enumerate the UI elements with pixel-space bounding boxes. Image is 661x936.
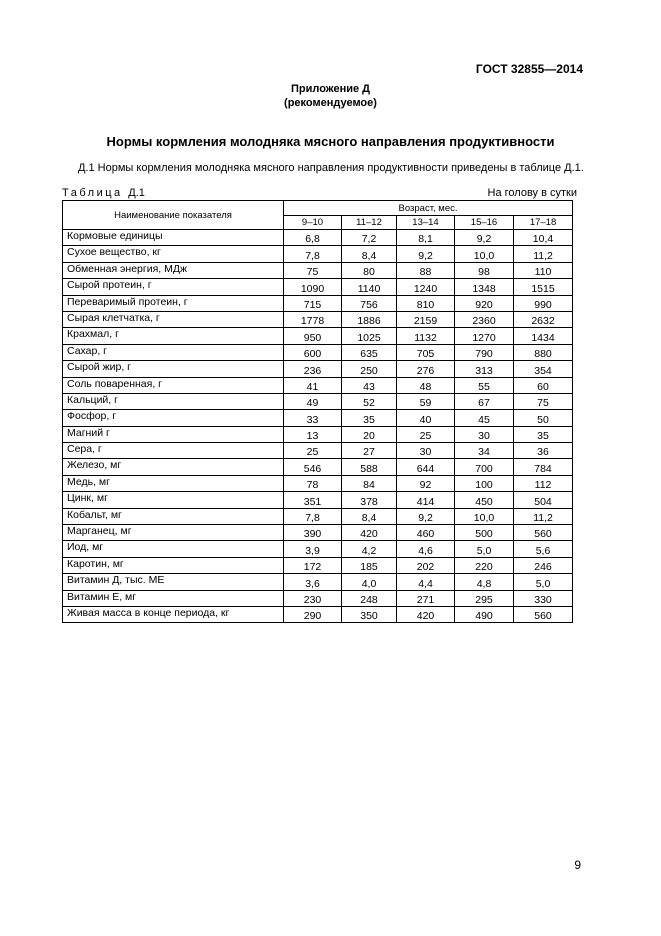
indicator-value: 20	[342, 426, 397, 442]
table-row	[63, 279, 573, 295]
indicator-value: 45	[455, 410, 514, 426]
indicator-value: 5,0	[514, 574, 573, 590]
table-row	[63, 459, 573, 475]
indicator-value: 295	[455, 590, 514, 606]
indicator-value: 43	[342, 377, 397, 393]
indicator-value: 5,0	[455, 541, 514, 557]
indicator-value: 55	[455, 377, 514, 393]
indicator-value: 705	[397, 344, 455, 360]
indicator-value: 10,0	[455, 508, 514, 524]
intro-paragraph: Д.1 Нормы кормления молодняка мясного направления продуктивности приведены в таблице Д.1.	[78, 162, 584, 174]
table-row	[63, 361, 573, 377]
table-row	[63, 344, 573, 360]
indicator-value: 7,2	[342, 230, 397, 246]
table-row	[63, 377, 573, 393]
indicator-value: 378	[342, 492, 397, 508]
indicator-value: 230	[284, 590, 342, 606]
indicator-name: Живая масса в конце периода, кг	[63, 606, 284, 622]
indicator-value: 49	[284, 393, 342, 409]
indicator-value: 920	[455, 295, 514, 311]
indicator-value: 41	[284, 377, 342, 393]
indicator-value: 88	[397, 262, 455, 278]
indicator-value: 1348	[455, 279, 514, 295]
indicator-value: 1270	[455, 328, 514, 344]
indicator-value: 40	[397, 410, 455, 426]
table-caption	[62, 187, 145, 199]
indicator-value: 35	[514, 426, 573, 442]
annex-title: Приложение Д	[291, 83, 370, 95]
indicator-value: 490	[455, 606, 514, 622]
indicator-name: Магний г	[63, 426, 284, 442]
indicator-value: 27	[342, 443, 397, 459]
indicator-name: Каротин, мг	[63, 557, 284, 573]
indicator-value: 220	[455, 557, 514, 573]
indicator-value: 100	[455, 475, 514, 491]
indicator-value: 9,2	[455, 230, 514, 246]
indicator-value: 60	[514, 377, 573, 393]
indicator-name: Кальций, г	[63, 393, 284, 409]
indicator-value: 5,6	[514, 541, 573, 557]
indicator-name: Витамин Е, мг	[63, 590, 284, 606]
indicator-value: 59	[397, 393, 455, 409]
indicator-value: 635	[342, 344, 397, 360]
indicator-value: 4,4	[397, 574, 455, 590]
indicator-value: 420	[397, 606, 455, 622]
table-row	[63, 590, 573, 606]
feeding-norms-table	[62, 200, 573, 623]
indicator-value: 110	[514, 262, 573, 278]
table-row	[63, 541, 573, 557]
indicator-name: Витамин Д, тыс. МЕ	[63, 574, 284, 590]
indicator-value: 756	[342, 295, 397, 311]
indicator-value: 290	[284, 606, 342, 622]
indicator-value: 202	[397, 557, 455, 573]
indicator-name: Соль поваренная, г	[63, 377, 284, 393]
indicator-value: 1090	[284, 279, 342, 295]
table-row	[63, 557, 573, 573]
indicator-value: 80	[342, 262, 397, 278]
table-row	[63, 393, 573, 409]
indicator-value: 78	[284, 475, 342, 491]
indicator-name: Сырой протеин, г	[63, 279, 284, 295]
indicator-value: 546	[284, 459, 342, 475]
table-caption-word: Таблица	[62, 187, 123, 199]
table-row	[63, 311, 573, 327]
table-row	[63, 262, 573, 278]
table-row	[63, 295, 573, 311]
table-row	[63, 426, 573, 442]
indicator-value: 2632	[514, 311, 573, 327]
indicator-value: 500	[455, 525, 514, 541]
indicator-value: 330	[514, 590, 573, 606]
age-group-header: 11–12	[342, 216, 397, 230]
indicator-value: 75	[284, 262, 342, 278]
indicator-value: 8,4	[342, 508, 397, 524]
indicator-value: 504	[514, 492, 573, 508]
indicator-value: 185	[342, 557, 397, 573]
indicator-value: 354	[514, 361, 573, 377]
indicator-value: 950	[284, 328, 342, 344]
indicator-value: 250	[342, 361, 397, 377]
age-group-header: 17–18	[514, 216, 573, 230]
indicator-value: 644	[397, 459, 455, 475]
indicator-value: 13	[284, 426, 342, 442]
indicator-value: 246	[514, 557, 573, 573]
table-row	[63, 246, 573, 262]
indicator-value: 10,4	[514, 230, 573, 246]
indicator-value: 3,6	[284, 574, 342, 590]
indicator-value: 84	[342, 475, 397, 491]
indicator-value: 810	[397, 295, 455, 311]
indicator-value: 560	[514, 606, 573, 622]
indicator-name: Кормовые единицы	[63, 230, 284, 246]
indicator-value: 11,2	[514, 246, 573, 262]
indicator-value: 351	[284, 492, 342, 508]
indicator-name: Сырой жир, г	[63, 361, 284, 377]
indicator-value: 30	[455, 426, 514, 442]
indicator-value: 7,8	[284, 508, 342, 524]
indicator-value: 313	[455, 361, 514, 377]
indicator-value: 2159	[397, 311, 455, 327]
table-row	[63, 508, 573, 524]
indicator-value: 67	[455, 393, 514, 409]
table-row	[63, 492, 573, 508]
indicator-value: 414	[397, 492, 455, 508]
annex-type: (рекомендуемое)	[284, 97, 377, 109]
table-row	[63, 606, 573, 622]
indicator-value: 1434	[514, 328, 573, 344]
indicator-value: 450	[455, 492, 514, 508]
indicator-value: 1240	[397, 279, 455, 295]
indicator-name: Цинк, мг	[63, 492, 284, 508]
table-row	[63, 475, 573, 491]
indicator-value: 248	[342, 590, 397, 606]
indicator-value: 460	[397, 525, 455, 541]
indicator-value: 700	[455, 459, 514, 475]
table-caption-number: Д.1	[128, 187, 145, 199]
indicator-value: 172	[284, 557, 342, 573]
table-row	[63, 443, 573, 459]
indicator-value: 8,1	[397, 230, 455, 246]
indicator-value: 784	[514, 459, 573, 475]
indicator-value: 350	[342, 606, 397, 622]
indicator-value: 48	[397, 377, 455, 393]
indicator-value: 880	[514, 344, 573, 360]
indicator-value: 11,2	[514, 508, 573, 524]
indicator-value: 1515	[514, 279, 573, 295]
indicator-name: Переваримый протеин, г	[63, 295, 284, 311]
indicator-value: 34	[455, 443, 514, 459]
table-unit-note: На голову в сутки	[487, 187, 577, 199]
indicator-value: 36	[514, 443, 573, 459]
indicator-value: 25	[284, 443, 342, 459]
indicator-value: 271	[397, 590, 455, 606]
indicator-value: 112	[514, 475, 573, 491]
indicator-value: 600	[284, 344, 342, 360]
age-group-header: 9–10	[284, 216, 342, 230]
indicator-value: 10,0	[455, 246, 514, 262]
indicator-value: 33	[284, 410, 342, 426]
indicator-value: 1025	[342, 328, 397, 344]
age-group-header: 13–14	[397, 216, 455, 230]
indicator-name: Железо, мг	[63, 459, 284, 475]
indicator-value: 1778	[284, 311, 342, 327]
indicator-name: Крахмал, г	[63, 328, 284, 344]
indicator-value: 1132	[397, 328, 455, 344]
age-group-header: 15–16	[455, 216, 514, 230]
indicator-value: 236	[284, 361, 342, 377]
indicator-value: 7,8	[284, 246, 342, 262]
table-row	[63, 574, 573, 590]
indicator-value: 92	[397, 475, 455, 491]
indicator-value: 50	[514, 410, 573, 426]
indicator-value: 990	[514, 295, 573, 311]
section-title: Нормы кормления молодняка мясного направления продуктивности	[106, 134, 555, 149]
indicator-value: 390	[284, 525, 342, 541]
annex-heading	[0, 82, 661, 110]
indicator-value: 4,6	[397, 541, 455, 557]
indicator-name: Марганец, мг	[63, 525, 284, 541]
table-row	[63, 525, 573, 541]
indicator-value: 560	[514, 525, 573, 541]
indicator-value: 9,2	[397, 246, 455, 262]
indicator-value: 3,9	[284, 541, 342, 557]
indicator-value: 30	[397, 443, 455, 459]
indicator-value: 4,8	[455, 574, 514, 590]
indicator-name: Обменная энергия, МДж	[63, 262, 284, 278]
table-body	[63, 230, 573, 623]
indicator-name: Сухое вещество, кг	[63, 246, 284, 262]
table-row	[63, 230, 573, 246]
indicator-value: 4,2	[342, 541, 397, 557]
indicator-value: 4,0	[342, 574, 397, 590]
indicator-value: 25	[397, 426, 455, 442]
indicator-name: Сера, г	[63, 443, 284, 459]
indicator-name: Фосфор, г	[63, 410, 284, 426]
column-header-name: Наименование показателя	[63, 201, 284, 230]
indicator-value: 420	[342, 525, 397, 541]
indicator-value: 52	[342, 393, 397, 409]
indicator-name: Сырая клетчатка, г	[63, 311, 284, 327]
table-row	[63, 328, 573, 344]
indicator-value: 2360	[455, 311, 514, 327]
indicator-value: 9,2	[397, 508, 455, 524]
table-row	[63, 410, 573, 426]
indicator-value: 1140	[342, 279, 397, 295]
indicator-value: 715	[284, 295, 342, 311]
indicator-value: 75	[514, 393, 573, 409]
indicator-value: 790	[455, 344, 514, 360]
indicator-value: 6,8	[284, 230, 342, 246]
indicator-name: Кобальт, мг	[63, 508, 284, 524]
indicator-value: 98	[455, 262, 514, 278]
indicator-value: 35	[342, 410, 397, 426]
document-standard-number: ГОСТ 32855—2014	[475, 62, 583, 76]
indicator-name: Иод, мг	[63, 541, 284, 557]
column-header-age: Возраст, мес.	[284, 201, 573, 216]
indicator-value: 588	[342, 459, 397, 475]
indicator-value: 8,4	[342, 246, 397, 262]
page-number: 9	[574, 858, 581, 872]
indicator-value: 1886	[342, 311, 397, 327]
indicator-name: Сахар, г	[63, 344, 284, 360]
indicator-name: Медь, мг	[63, 475, 284, 491]
indicator-value: 276	[397, 361, 455, 377]
